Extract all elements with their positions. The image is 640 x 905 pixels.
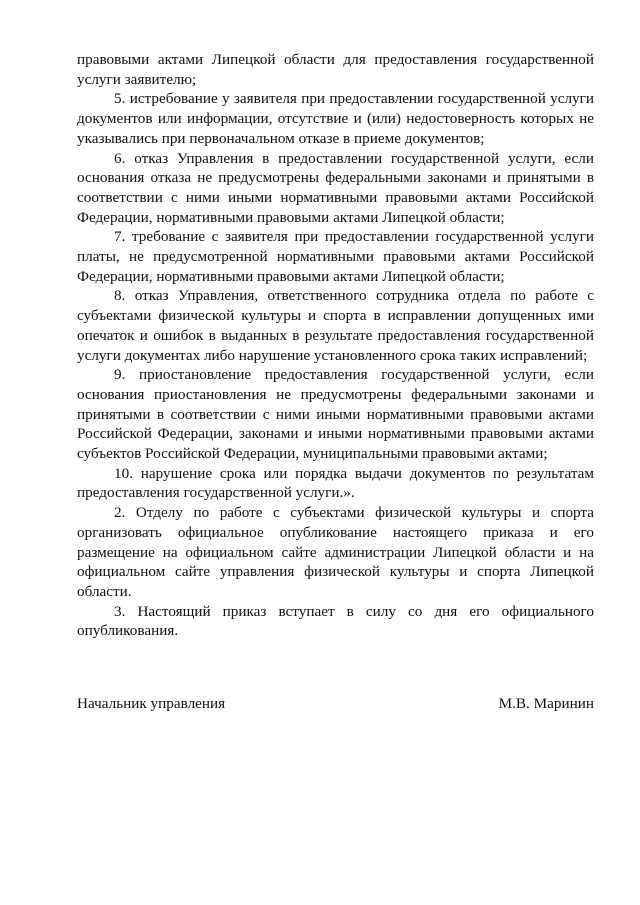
paragraph-item-9: 9. приостановление предоставления государственной услуги, если основания приостановления не предусмотрены федеральными законами и принятыми в соответствии с ними иными нормативными правовыми актами Российской Федерации, законами и иными нормативными правовыми актами субъектов Российской Федерации, муниципальными правовыми актами;: [77, 366, 594, 463]
paragraph-item-8: 8. отказ Управления, ответственного сотрудника отдела по работе с субъектами физической культуры и спорта в исправлении допущенных ими опечаток и ошибок в выданных в результате предоставления государственной услуги документах либо нарушение установленного срока таких исправлений;: [77, 287, 594, 364]
document-body: [77, 50, 594, 641]
paragraph-item-6: 6. отказ Управления в предоставлении государственной услуги, если основания отказа не предусмотрены федеральными законами и принятыми в соответствии с ними иными нормативными правовыми актами Российской Федерации, нормативными правовыми актами Липецкой области;: [77, 149, 594, 226]
paragraph-item-10: 10. нарушение срока или порядка выдачи документов по результатам предоставления государственной услуги.».: [77, 464, 594, 502]
paragraph-order-2: 2. Отделу по работе с субъектами физической культуры и спорта организовать официальное опубликование настоящего приказа и его размещение на официальном сайте администрации Липецкой области и на официальном сайте управления физической культуры и спорта Липецкой области.: [77, 504, 594, 600]
paragraph-order-3: 3. Настоящий приказ вступает в силу со дня его официального опубликования.: [77, 602, 594, 640]
signatory-position: Начальник управления: [77, 695, 226, 712]
paragraph-continuation: правовыми актами Липецкой области для предоставления государственной услуги заявителю;: [77, 51, 594, 88]
paragraph-item-7: 7. требование с заявителя при предоставлении государственной услуги платы, не предусмотренной нормативными правовыми актами Российской Федерации, нормативными правовыми актами Липецкой области;: [77, 228, 594, 285]
signatory-name: М.В. Маринин: [498, 695, 594, 712]
paragraph-item-5: 5. истребование у заявителя при предоставлении государственной услуги документов или информации, отсутствие и (или) недостоверность которых не указывались при первоначальном отказе в приеме документов;: [77, 90, 594, 147]
signature-block: [77, 694, 594, 714]
